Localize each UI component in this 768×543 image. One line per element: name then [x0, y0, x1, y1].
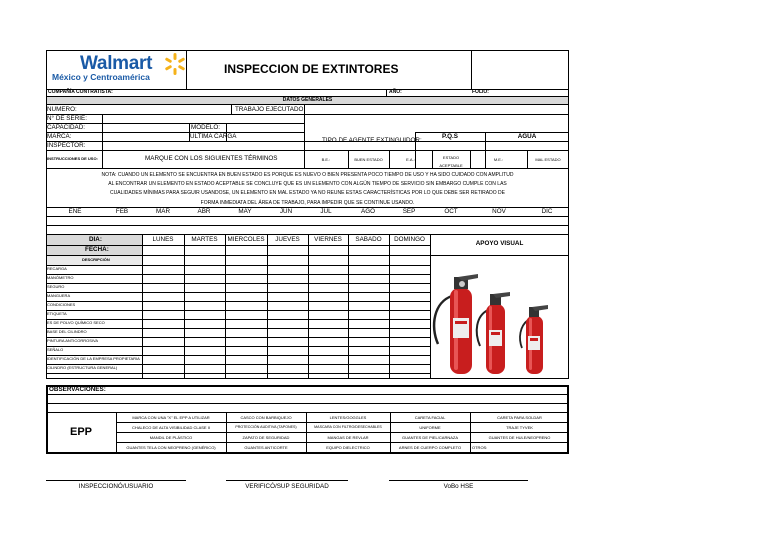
agua-label: AGUA	[517, 133, 537, 140]
extinguisher-small	[520, 305, 548, 374]
epp-r2-c1: CHALECO DE ALTA VISIBILIDAD CLASE II	[132, 425, 210, 430]
epp-r2-c5: TRAJE TYVEK	[506, 425, 533, 430]
month-ago: AGO	[361, 208, 375, 215]
term-ea: E.A.:	[406, 157, 415, 162]
walmart-logo-text: Walmart	[80, 53, 153, 74]
month-abr: ABR	[197, 208, 211, 215]
item-condiciones: CONDICIONES	[47, 302, 76, 307]
epp-r4-c1: GUANTES TELA CON NEOPRENO (GENÉRICO)	[126, 445, 216, 450]
apoyo-visual-label: APOYO VISUAL	[475, 240, 524, 247]
item-base: BASE DEL CILINDRO	[47, 329, 87, 334]
month-mar: MAR	[156, 208, 170, 215]
capacidad-label: CAPACIDAD:	[47, 124, 86, 131]
day-jueves: JUEVES	[275, 236, 300, 243]
epp-r2-c3: MASCARA CON FILTRO/DESECHABLES	[314, 425, 382, 429]
month-feb: FEB	[115, 208, 129, 215]
signature-inspecciono: INSPECCIONÓ/USUARIO	[78, 483, 154, 490]
epp-label: EPP	[69, 426, 92, 438]
epp-r1-c1: MARCA CON UNA "X" EL EPP A UTILIZAR	[132, 415, 210, 420]
item-manguera: MANGUERA	[47, 293, 71, 298]
month-ene: ENE	[68, 208, 82, 215]
nota-line-3: CUALIDADES MÍNIMAS PARA SEGUIR USANDOSE, UN ELEMENTO EN MAL ESTADO YA NO REUNE ESTAS CARACTERÍSTICAS POR LO QUE DEBE SER RETIRADO DE	[110, 190, 505, 196]
day-sabado: SABADO	[355, 236, 382, 243]
month-nov: NOV	[492, 208, 506, 215]
term-mal-estado: MAL ESTADO	[535, 157, 561, 162]
signature-line-3	[389, 480, 528, 481]
day-viernes: VIERNES	[314, 236, 342, 243]
epp-r2-c4: UNIFORME	[419, 425, 441, 430]
day-miercoles: MIERCOLES	[227, 236, 265, 243]
instrucciones-label: INSTRUCCIONES DE USO:	[47, 156, 98, 161]
epp-r3-c4: GUANTES DE PIEL/CARNAZA	[401, 435, 458, 440]
signature-line-2	[226, 480, 348, 481]
item-polvo: ES DE POLVO QUÍMICO SECO	[47, 320, 105, 325]
observaciones-label: OBSERVACIONES:	[49, 386, 106, 393]
nota-line-1: NOTA: CUANDO UN ELEMENTO SE ENCUENTRA EN BUEN ESTADO ES PORQUE ES NUEVO O BIEN PRESENTA POCO TIEMPO DE USO Y HA SIDO CUIDADO CON AMPLITUD	[101, 172, 514, 178]
modelo-label: MODELO:	[191, 124, 221, 131]
folio-label: FOLIO:	[472, 89, 489, 95]
dia-label: DIA:	[89, 236, 102, 243]
epp-r4-c2: GUANTES ANTICORTE	[244, 445, 288, 450]
signature-verifico: VERIFICÓ/SUP SEGURIDAD	[245, 483, 329, 490]
epp-r1-c4: CARETA FACIAL	[414, 415, 446, 420]
fecha-label: FECHA:	[85, 246, 109, 253]
serie-label: N° DE SERIE:	[47, 115, 87, 122]
marque-label: MARQUE CON LOS SIGUIENTES TÉRMINOS	[145, 155, 278, 162]
walmart-spark-icon	[163, 52, 187, 76]
descripcion-label: DESCRIPCIÓN	[82, 257, 110, 262]
year-label: AÑO:	[389, 89, 402, 95]
item-seguro: SEGURO	[47, 284, 65, 289]
month-oct: OCT	[444, 208, 458, 215]
general-section-title: DATOS GENERALES	[282, 97, 333, 103]
item-manometro: MANÓMETRO	[47, 275, 74, 280]
epp-r3-c2: ZAPATO DE SEGURIDAD	[242, 435, 290, 440]
epp-r2-c2: PROTECCIÓN AUDITIVA (TAPONES)	[235, 425, 297, 429]
term-be: B.E.:	[321, 157, 331, 162]
epp-r4-c4: ARNES DE CUERPO COMPLETO	[398, 445, 462, 450]
term-buen-estado: BUEN ESTADO	[354, 157, 383, 162]
page-title: INSPECCION DE EXTINTORES	[224, 62, 399, 76]
numero-label: NUMERO:	[47, 106, 77, 113]
tipo-agente-label: TIPO DE AGENTE EXTINGUIDOR:	[322, 137, 422, 144]
item-cilindro: CILINDRO (ESTRUCTURA GENERAL)	[47, 365, 118, 370]
term-me: M.E.:	[493, 157, 504, 162]
signature-line-1	[46, 480, 186, 481]
month-sep: SEP	[402, 208, 416, 215]
term-estado-aceptable: ESTADO ACEPTABLE	[439, 155, 463, 168]
month-may: MAY	[238, 208, 252, 215]
epp-r4-c5: OTROS:	[472, 445, 488, 450]
signature-vobo: VoBo HSE	[443, 483, 474, 490]
trabajo-label: TRABAJO EJECUTADO:	[235, 106, 306, 113]
month-jul: JUL	[320, 208, 332, 215]
item-senalo: SEÑALO	[47, 347, 64, 352]
nota-line-2: AL ENCONTRAR UN ELEMENTO EN ESTADO ACEPTABLE SE CONCLUYE QUE ES UN ELEMENTO CON ALGÚN TIEMPO DE SERVICIO SIN EMBARGO CUMPLE CON LAS	[108, 181, 507, 187]
item-recarga: RECARGA	[47, 266, 67, 271]
walmart-logo-subtext: México y Centroamérica	[52, 72, 150, 82]
item-identificacion: IDENTIFICACIÓN DE LA EMPRESA PROPIETARIA	[47, 356, 140, 361]
company-label: COMPAÑÍA CONTRATISTA:	[48, 89, 113, 95]
epp-r1-c5: CARETA PARA SOLDAR	[497, 415, 542, 420]
month-dic: DIC	[541, 208, 553, 215]
epp-r4-c3: EQUIPO DIELECTRICO	[326, 445, 370, 450]
pqs-label: P.Q.S	[442, 133, 458, 140]
day-martes: MARTES	[191, 236, 218, 243]
extinguisher-medium	[477, 292, 510, 374]
day-domingo: DOMINGO	[394, 236, 425, 243]
epp-r3-c3: MANGAS DE REVLAR	[327, 435, 369, 440]
inspector-label: INSPECTOR:	[47, 142, 86, 149]
item-pintura: PINTURA ANTICORROSIVA	[47, 338, 99, 343]
fire-extinguisher-illustration	[428, 272, 558, 376]
epp-r1-c2: CASCO CON BARBIQUEJO	[240, 415, 292, 420]
item-etiqueta: ETIQUETA	[47, 311, 67, 316]
epp-r3-c5: GUANTES DE HULE/NEOPRENO	[488, 435, 551, 440]
ultima-carga-label: ULTIMA CARGA	[190, 133, 237, 140]
epp-r1-c3: LENTES/GOGGLES	[329, 415, 367, 420]
extinguisher-large	[434, 274, 478, 374]
epp-r3-c1: MANDIL DE PLÁSTICO	[149, 435, 193, 440]
marca-label: MARCA:	[47, 133, 72, 140]
day-lunes: LUNES	[152, 236, 174, 243]
month-jun: JUN	[279, 208, 293, 215]
nota-line-4: FORMA INMEDIATA DEL ÁREA DE TRABAJO, PARA IMPEDIR QUE SE CONTINUE USANDO.	[200, 200, 415, 206]
